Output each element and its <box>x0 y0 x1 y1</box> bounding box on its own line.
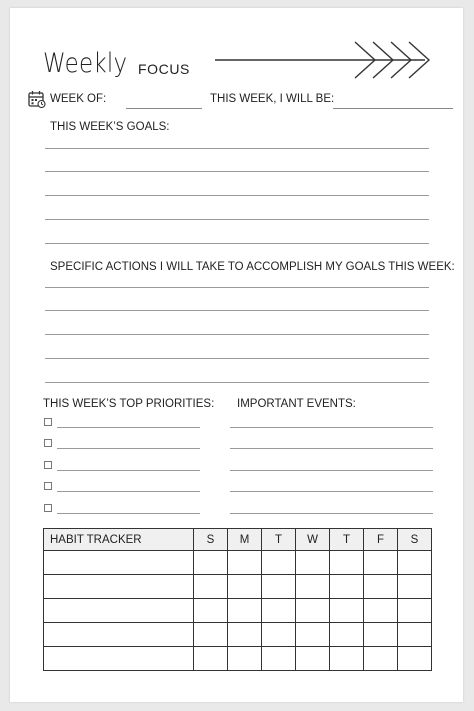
goals-line[interactable] <box>45 171 429 172</box>
habit-day-cell[interactable] <box>330 551 364 575</box>
event-line[interactable] <box>230 448 433 449</box>
week-row <box>28 90 438 110</box>
habit-row <box>44 551 432 575</box>
event-line[interactable] <box>230 427 433 428</box>
habit-name-cell[interactable] <box>44 551 194 575</box>
habit-day-cell[interactable] <box>398 551 432 575</box>
event-line[interactable] <box>230 470 433 471</box>
habit-day-cell[interactable] <box>262 647 296 671</box>
arrow-icon <box>215 40 435 80</box>
actions-line[interactable] <box>45 310 429 311</box>
day-header: T <box>330 529 364 551</box>
priority-line[interactable] <box>57 491 200 492</box>
habit-row <box>44 599 432 623</box>
habit-name-cell[interactable] <box>44 647 194 671</box>
habit-day-cell[interactable] <box>296 623 330 647</box>
day-header: T <box>262 529 296 551</box>
habit-day-cell[interactable] <box>262 623 296 647</box>
habit-day-cell[interactable] <box>398 599 432 623</box>
habit-day-cell[interactable] <box>330 599 364 623</box>
habit-day-cell[interactable] <box>194 599 228 623</box>
habit-day-cell[interactable] <box>194 647 228 671</box>
habit-day-cell[interactable] <box>398 647 432 671</box>
day-header: W <box>296 529 330 551</box>
habit-day-cell[interactable] <box>398 575 432 599</box>
priority-line[interactable] <box>57 448 200 449</box>
habit-tracker-table <box>43 528 432 671</box>
actions-line[interactable] <box>45 334 429 335</box>
habit-row <box>44 647 432 671</box>
habit-day-cell[interactable] <box>296 599 330 623</box>
actions-label: SPECIFIC ACTIONS I WILL TAKE TO ACCOMPLISH MY GOALS THIS WEEK: <box>50 261 455 273</box>
goals-line[interactable] <box>45 148 429 149</box>
planner-page <box>10 8 463 702</box>
habit-day-cell[interactable] <box>262 599 296 623</box>
goals-label: THIS WEEK’S GOALS: <box>50 121 170 133</box>
day-header: S <box>398 529 432 551</box>
habit-day-cell[interactable] <box>228 647 262 671</box>
week-of-label: WEEK OF: <box>50 93 107 105</box>
habit-day-cell[interactable] <box>364 575 398 599</box>
event-line[interactable] <box>230 491 433 492</box>
habit-day-cell[interactable] <box>194 551 228 575</box>
checkbox-icon[interactable] <box>44 482 52 490</box>
event-line[interactable] <box>230 513 433 514</box>
actions-line[interactable] <box>45 358 429 359</box>
habit-name-cell[interactable] <box>44 623 194 647</box>
goals-line[interactable] <box>45 243 429 244</box>
checkbox-icon[interactable] <box>44 439 52 447</box>
habit-row <box>44 575 432 599</box>
habit-day-cell[interactable] <box>330 647 364 671</box>
goals-line[interactable] <box>45 219 429 220</box>
checkbox-icon[interactable] <box>44 418 52 426</box>
habit-day-cell[interactable] <box>262 575 296 599</box>
habit-day-cell[interactable] <box>194 623 228 647</box>
habit-day-cell[interactable] <box>364 647 398 671</box>
habit-row <box>44 623 432 647</box>
habit-day-cell[interactable] <box>398 623 432 647</box>
checkbox-icon[interactable] <box>44 504 52 512</box>
habit-name-cell[interactable] <box>44 575 194 599</box>
habit-day-cell[interactable] <box>228 599 262 623</box>
habit-day-cell[interactable] <box>228 551 262 575</box>
priorities-label: THIS WEEK’S TOP PRIORITIES: <box>43 398 215 410</box>
habit-day-cell[interactable] <box>364 599 398 623</box>
calendar-icon <box>28 90 46 108</box>
actions-line[interactable] <box>45 287 429 288</box>
this-week-field[interactable] <box>333 108 453 109</box>
habit-day-cell[interactable] <box>296 575 330 599</box>
habit-day-cell[interactable] <box>296 647 330 671</box>
habit-day-cell[interactable] <box>228 575 262 599</box>
habit-tracker-header <box>44 529 432 551</box>
events-label: IMPORTANT EVENTS: <box>237 398 356 410</box>
habit-day-cell[interactable] <box>262 551 296 575</box>
habit-name-cell[interactable] <box>44 599 194 623</box>
priority-line[interactable] <box>57 427 200 428</box>
page-title: Weekly <box>43 48 128 79</box>
habit-day-cell[interactable] <box>364 551 398 575</box>
day-header: F <box>364 529 398 551</box>
habit-day-cell[interactable] <box>364 623 398 647</box>
habit-day-cell[interactable] <box>194 575 228 599</box>
actions-line[interactable] <box>45 382 429 383</box>
habit-day-cell[interactable] <box>228 623 262 647</box>
day-header: M <box>228 529 262 551</box>
habit-day-cell[interactable] <box>330 623 364 647</box>
habit-tracker-label: HABIT TRACKER <box>44 529 194 551</box>
priority-line[interactable] <box>57 470 200 471</box>
week-of-field[interactable] <box>126 108 202 109</box>
page-subtitle: FOCUS <box>138 61 190 77</box>
goals-line[interactable] <box>45 195 429 196</box>
habit-day-cell[interactable] <box>330 575 364 599</box>
checkbox-icon[interactable] <box>44 461 52 469</box>
day-header: S <box>194 529 228 551</box>
this-week-label: THIS WEEK, I WILL BE: <box>210 93 335 105</box>
habit-day-cell[interactable] <box>296 551 330 575</box>
priority-line[interactable] <box>57 513 200 514</box>
